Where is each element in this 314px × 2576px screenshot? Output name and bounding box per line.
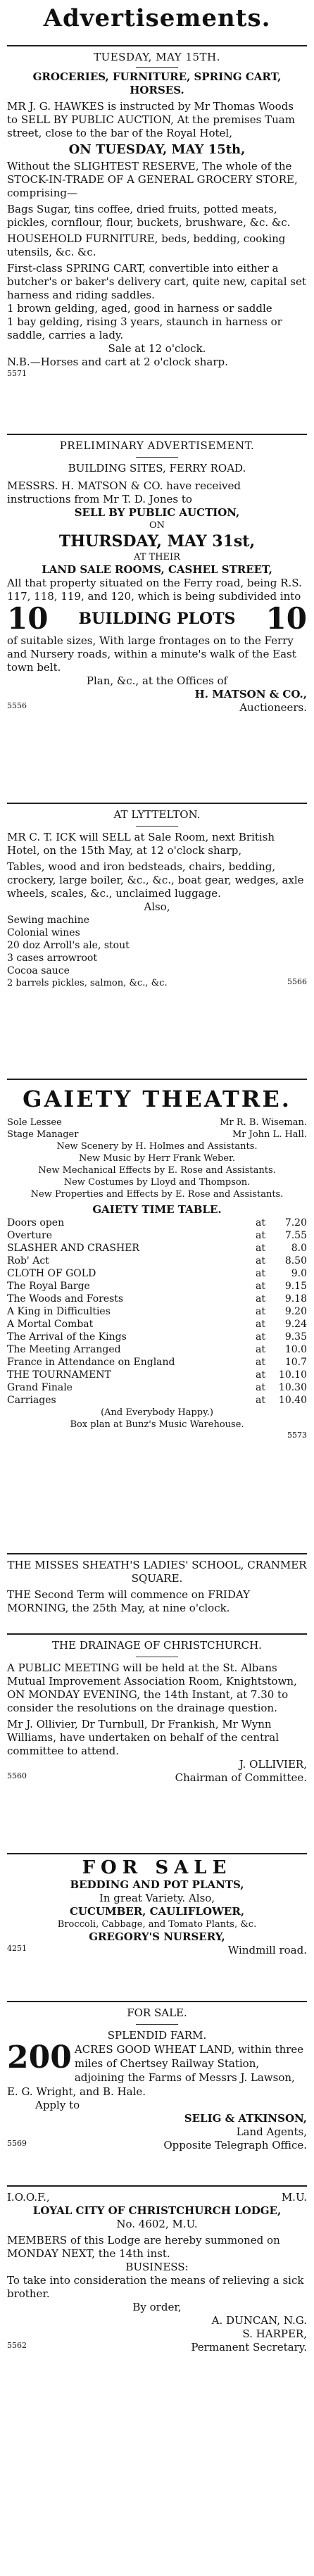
divider <box>136 457 178 458</box>
ad-order-row <box>7 2191 307 2204</box>
ad-order-left: I.O.O.F., <box>7 2191 50 2204</box>
ad-farm-body <box>7 2042 307 2099</box>
time-table-act: The Woods and Forests <box>7 1293 124 1305</box>
ad-body: A PUBLIC MEETING will be held at the St. Albans Mutual Improvement Association Room, Knightstown, ON MONDAY EVENING, the 14th Instant, at 7.30 to consider the resolutions on the drainage question. <box>7 1661 297 1714</box>
divider <box>7 1079 307 1080</box>
ad-body: Bags Sugar, tins coffee, dried fruits, potted meats, pickles, cornflour, flour, buckets, brushware, &c. &c. <box>7 203 291 229</box>
time-table-row <box>7 1369 307 1381</box>
ad-body: MR C. T. ICK will SELL at Sale Room, next British Hotel, on the 15th May, at 12 o'clock sharp, <box>7 831 275 857</box>
ad-variety: In great Variety. Also, <box>99 1892 215 1904</box>
lots-label: BUILDING PLOTS <box>78 610 236 628</box>
ad-date: TUESDAY, MAY 15TH. <box>94 51 220 63</box>
time-table-at: at <box>256 1268 265 1279</box>
time-table-act: The Royal Barge <box>7 1281 90 1292</box>
ad-body: MESSRS. H. MATSON & CO. have received instructions from Mr T. D. Jones to <box>7 479 241 505</box>
ad-acres-number: 200 <box>7 2042 72 2075</box>
ad-role: Land Agents, <box>236 2125 307 2138</box>
ad-heading: BUILDING SITES, FERRY ROAD. <box>68 462 246 475</box>
time-table-at: at <box>256 1395 265 1406</box>
ad-body: To take into consideration the means of relieving a sick brother. <box>7 2274 304 2300</box>
time-table-act: THE TOURNAMENT <box>7 1369 111 1381</box>
ad-date: THURSDAY, MAY 31st, <box>58 532 256 551</box>
ad-ref: 5566 <box>287 977 307 986</box>
ad-body: 1 bay gelding, rising 3 years, staunch in harness or saddle, carries a lady. <box>7 315 282 341</box>
ad-ref: 5573 <box>287 1431 307 1440</box>
ad-heading: FOR SALE <box>82 1857 232 1878</box>
ad-agent: SELIG & ATKINSON, <box>184 2112 307 2125</box>
ad-body: THE Second Term will commence on FRIDAY MORNING, the 25th May, at nine o'clock. <box>7 1588 250 1614</box>
time-table-time: 9.35 <box>284 1331 307 1343</box>
ad-ng: A. DUNCAN, N.G. <box>211 2314 307 2327</box>
ad-also: Also, <box>144 900 170 913</box>
divider <box>7 434 307 435</box>
ad-body: MR J. G. HAWKES is instructed by Mr Thomas Woods to SELL BY PUBLIC AUCTION, At the premises Tuam street, close to the bar of the Royal Hotel, <box>7 100 295 139</box>
time-table-title: GAIETY TIME TABLE. <box>92 1203 222 1216</box>
ad-items <box>7 914 307 977</box>
ad-at-their: AT THEIR <box>134 552 180 563</box>
time-table-row <box>7 1394 307 1407</box>
credit-line: New Mechanical Effects by E. Rose and Assistants. <box>38 1165 276 1176</box>
ad-order-right: M.U. <box>281 2191 307 2204</box>
ad-happy: (And Everybody Happy.) <box>101 1407 213 1418</box>
time-table-act: Grand Finale <box>7 1382 73 1393</box>
time-table-time: 9.0 <box>291 1268 307 1279</box>
ad-ref: 5560 <box>7 1771 27 1780</box>
time-table-row <box>7 1242 307 1255</box>
ad-ref: 5556 <box>7 701 27 710</box>
staff-name: Mr John L. Hall. <box>232 1129 307 1140</box>
ad-body: Mr J. Ollivier, Dr Turnbull, Dr Frankish, Mr Wynn Williams, have undertaken on behalf of the central committee to attend. <box>7 1718 280 1757</box>
time-table-time: 10.7 <box>284 1357 307 1368</box>
ad-lots-row <box>7 603 307 634</box>
ad-lyttelton <box>7 808 307 1076</box>
time-table-time: 8.50 <box>284 1255 307 1267</box>
credit-line: New Scenery by H. Holmes and Assistants. <box>56 1141 258 1152</box>
ad-lodge <box>7 2191 307 2423</box>
time-table-act: The Arrival of the Kings <box>7 1331 127 1343</box>
ad-heading: LOYAL CITY OF CHRISTCHURCH LODGE, <box>32 2204 282 2217</box>
ad-footer <box>7 701 307 715</box>
ad-plan: Plan, &c., at the Offices of <box>86 674 228 687</box>
time-table-act: Carriages <box>7 1395 56 1406</box>
ad-footer <box>7 2341 307 2354</box>
divider <box>7 2185 307 2187</box>
time-table-at: at <box>256 1230 265 1241</box>
time-table-at: at <box>256 1281 265 1292</box>
time-table-time: 9.24 <box>284 1319 307 1330</box>
time-table-row <box>7 1331 307 1343</box>
ad-role: Auctioneers. <box>239 701 307 714</box>
divider <box>7 1633 307 1635</box>
ad-splendid-farm <box>7 2006 307 2182</box>
staff-row <box>7 1129 307 1141</box>
time-table-time: 8.0 <box>291 1243 307 1254</box>
ad-by-order: By order, <box>132 2301 182 2313</box>
time-table-row <box>7 1293 307 1305</box>
ad-rooms: LAND SALE ROOMS, CASHEL STREET, <box>42 563 272 576</box>
time-table-time: 9.20 <box>284 1306 307 1317</box>
ad-footer <box>7 1944 307 1957</box>
ad-heading: AT LYTTELTON. <box>113 808 201 821</box>
time-table-time: 7.55 <box>284 1230 307 1241</box>
time-table-time: 9.18 <box>284 1293 307 1305</box>
time-table-at: at <box>256 1255 265 1267</box>
ad-body: ACRES GOOD WHEAT LAND, within three miles of Chertsey Railway Station, adjoining the Farms of Messrs J. Lawson, E. G. Wright, and B. Hale. <box>7 2043 304 2098</box>
ad-body: Tables, wood and iron bedsteads, chairs, bedding, crockery, large boiler, &c., &c., boat gear, wedges, axle wheels, scales, &c., unclaimed luggage. <box>7 860 304 900</box>
list-item: 2 barrels pickles, salmon, &c., &c. <box>7 978 168 988</box>
divider <box>7 1853 307 1854</box>
list-item: Sewing machine <box>7 915 90 926</box>
ad-sell: SELL BY PUBLIC AUCTION, <box>74 506 240 519</box>
time-table-time: 10.10 <box>278 1369 307 1381</box>
divider <box>7 45 307 46</box>
ad-nursery: GREGORY'S NURSERY, <box>89 1930 225 1943</box>
time-table-act: Doors open <box>7 1217 65 1229</box>
ad-box-plan: Box plan at Bunz's Music Warehouse. <box>70 1419 244 1430</box>
time-table-act: France in Attendance on England <box>7 1357 175 1368</box>
ad-drainage <box>7 1639 307 1850</box>
ad-apply: Apply to <box>35 2099 80 2111</box>
ad-sheath-school <box>7 1559 307 1631</box>
ad-ref: 5571 <box>7 369 27 378</box>
staff-name: Mr R. B. Wiseman. <box>220 1117 307 1128</box>
ad-date2: ON TUESDAY, MAY 15th, <box>68 142 246 157</box>
time-table-time: 10.30 <box>278 1382 307 1393</box>
time-table-row <box>7 1305 307 1318</box>
credit-line: New Properties and Effects by E. Rose and Assistants. <box>30 1189 284 1200</box>
ad-veg: CUCUMBER, CAULIFLOWER, <box>69 1905 245 1918</box>
time-table-row <box>7 1280 307 1293</box>
ad-footer <box>7 977 307 989</box>
ad-footer <box>7 1771 307 1785</box>
ad-gregory-nursery <box>7 1857 307 1998</box>
ad-body: Without the SLIGHTEST RESERVE, The whole of the STOCK-IN-TRADE OF A GENERAL GROCERY STORE, comprising— <box>7 160 298 199</box>
ad-signature: J. OLLIVIER, <box>239 1758 307 1771</box>
ad-place: Windmill road. <box>227 1944 307 1956</box>
ad-ref: 5569 <box>7 2139 27 2148</box>
ad-sale-time: Sale at 12 o'clock. <box>108 342 206 355</box>
time-table-at: at <box>256 1369 265 1381</box>
time-table-row <box>7 1381 307 1394</box>
time-table-at: at <box>256 1382 265 1393</box>
time-table-at: at <box>256 1357 265 1368</box>
time-table-at: at <box>256 1293 265 1305</box>
time-table-time: 10.0 <box>284 1344 307 1355</box>
ad-role: Chairman of Committee. <box>175 1771 307 1784</box>
staff-role: Sole Lessee <box>7 1117 62 1128</box>
time-table-row <box>7 1318 307 1331</box>
time-table <box>7 1217 307 1407</box>
ad-body: MEMBERS of this Lodge are hereby summoned on MONDAY NEXT, the 14th inst. <box>7 2234 280 2260</box>
divider <box>7 1553 307 1554</box>
divider <box>7 2001 307 2002</box>
ad-matson-building-sites <box>7 439 307 800</box>
divider <box>7 803 307 804</box>
time-table-act: A King in Difficulties <box>7 1306 111 1317</box>
time-table-at: at <box>256 1217 265 1229</box>
ad-veg2: Broccoli, Cabbage, and Tomato Plants, &c. <box>57 1919 257 1930</box>
credit-line: New Music by Herr Frank Weber. <box>79 1153 235 1164</box>
time-table-act: CLOTH OF GOLD <box>7 1268 96 1279</box>
time-table-time: 7.20 <box>284 1217 307 1229</box>
ad-hawkes-auction <box>7 51 307 431</box>
staff-role: Stage Manager <box>7 1129 79 1140</box>
time-table-row <box>7 1343 307 1356</box>
ad-body: of suitable sizes, With large frontages on to the Ferry and Nursery roads, within a minute's walk of the East town belt. <box>7 634 296 674</box>
ad-heading: FOR SALE. <box>127 2006 187 2019</box>
ad-business: BUSINESS: <box>125 2261 189 2273</box>
time-table-at: at <box>256 1243 265 1254</box>
time-table-row <box>7 1217 307 1229</box>
ad-gaiety-theatre <box>7 1086 307 1550</box>
time-table-act: The Meeting Arranged <box>7 1344 121 1355</box>
divider <box>136 2024 178 2025</box>
ad-body: First-class SPRING CART, convertible into either a butcher's or baker's delivery cart, quite new, capital set harness and riding saddles. <box>7 262 306 301</box>
ad-heading: THE DRAINAGE OF CHRISTCHURCH. <box>52 1639 262 1652</box>
time-table-act: Rob' Act <box>7 1255 49 1267</box>
time-table-at: at <box>256 1344 265 1355</box>
ad-note: N.B.—Horses and cart at 2 o'clock sharp. <box>7 356 228 368</box>
time-table-time: 10.40 <box>278 1395 307 1406</box>
time-table-row <box>7 1255 307 1267</box>
list-item: 20 doz Arroll's ale, stout <box>7 940 130 951</box>
ad-lodge-number: No. 4602, M.U. <box>116 2218 198 2230</box>
time-table-row <box>7 1229 307 1242</box>
ad-ref: 4251 <box>7 1944 27 1953</box>
ad-secretary: S. HARPER, <box>242 2327 307 2340</box>
lots-number-left: 10 <box>7 601 49 636</box>
ad-body: 1 brown gelding, aged, good in harness or saddle <box>7 302 272 315</box>
ad-ref: 5562 <box>7 2341 27 2350</box>
masthead: Advertisements. <box>43 4 271 32</box>
time-table-act: Overture <box>7 1230 52 1241</box>
ad-sub: BEDDING AND POT PLANTS, <box>70 1878 244 1891</box>
time-table-at: at <box>256 1319 265 1330</box>
list-item: Cocoa sauce <box>7 965 70 976</box>
ad-title: GAIETY THEATRE. <box>23 1086 291 1112</box>
staff-row <box>7 1117 307 1129</box>
ad-body: HOUSEHOLD FURNITURE, beds, bedding, cooking utensils, &c. &c. <box>7 232 286 258</box>
time-table-act: A Mortal Combat <box>7 1319 94 1330</box>
divider <box>136 826 178 827</box>
ad-body: All that property situated on the Ferry road, being R.S. 117, 118, 119, and 120, which is being subdivided into <box>7 577 302 603</box>
ad-heading: GROCERIES, FURNITURE, SPRING CART, HORSES. <box>32 70 282 96</box>
ad-sub: SPLENDID FARM. <box>107 2029 207 2042</box>
credit-line: New Costumes by Lloyd and Thompson. <box>63 1177 251 1188</box>
ad-role: Permanent Secretary. <box>191 2341 307 2354</box>
ad-place: Opposite Telegraph Office. <box>163 2139 307 2151</box>
ad-heading: THE MISSES SHEATH'S LADIES' SCHOOL, CRANMER SQUARE. <box>7 1559 307 1585</box>
divider <box>136 67 178 68</box>
list-item: 3 cases arrowroot <box>7 953 97 964</box>
time-table-row <box>7 1267 307 1280</box>
time-table-at: at <box>256 1306 265 1317</box>
time-table-act: SLASHER AND CRASHER <box>7 1243 139 1254</box>
time-table-at: at <box>256 1331 265 1343</box>
ad-on: ON <box>149 520 165 531</box>
ad-agent: H. MATSON & CO., <box>194 688 307 700</box>
ad-label: PRELIMINARY ADVERTISEMENT. <box>59 439 255 452</box>
ad-footer <box>7 2139 307 2152</box>
list-item: Colonial wines <box>7 927 80 938</box>
lots-number-right: 10 <box>265 601 307 636</box>
time-table-time: 9.15 <box>284 1281 307 1292</box>
time-table-row <box>7 1356 307 1369</box>
